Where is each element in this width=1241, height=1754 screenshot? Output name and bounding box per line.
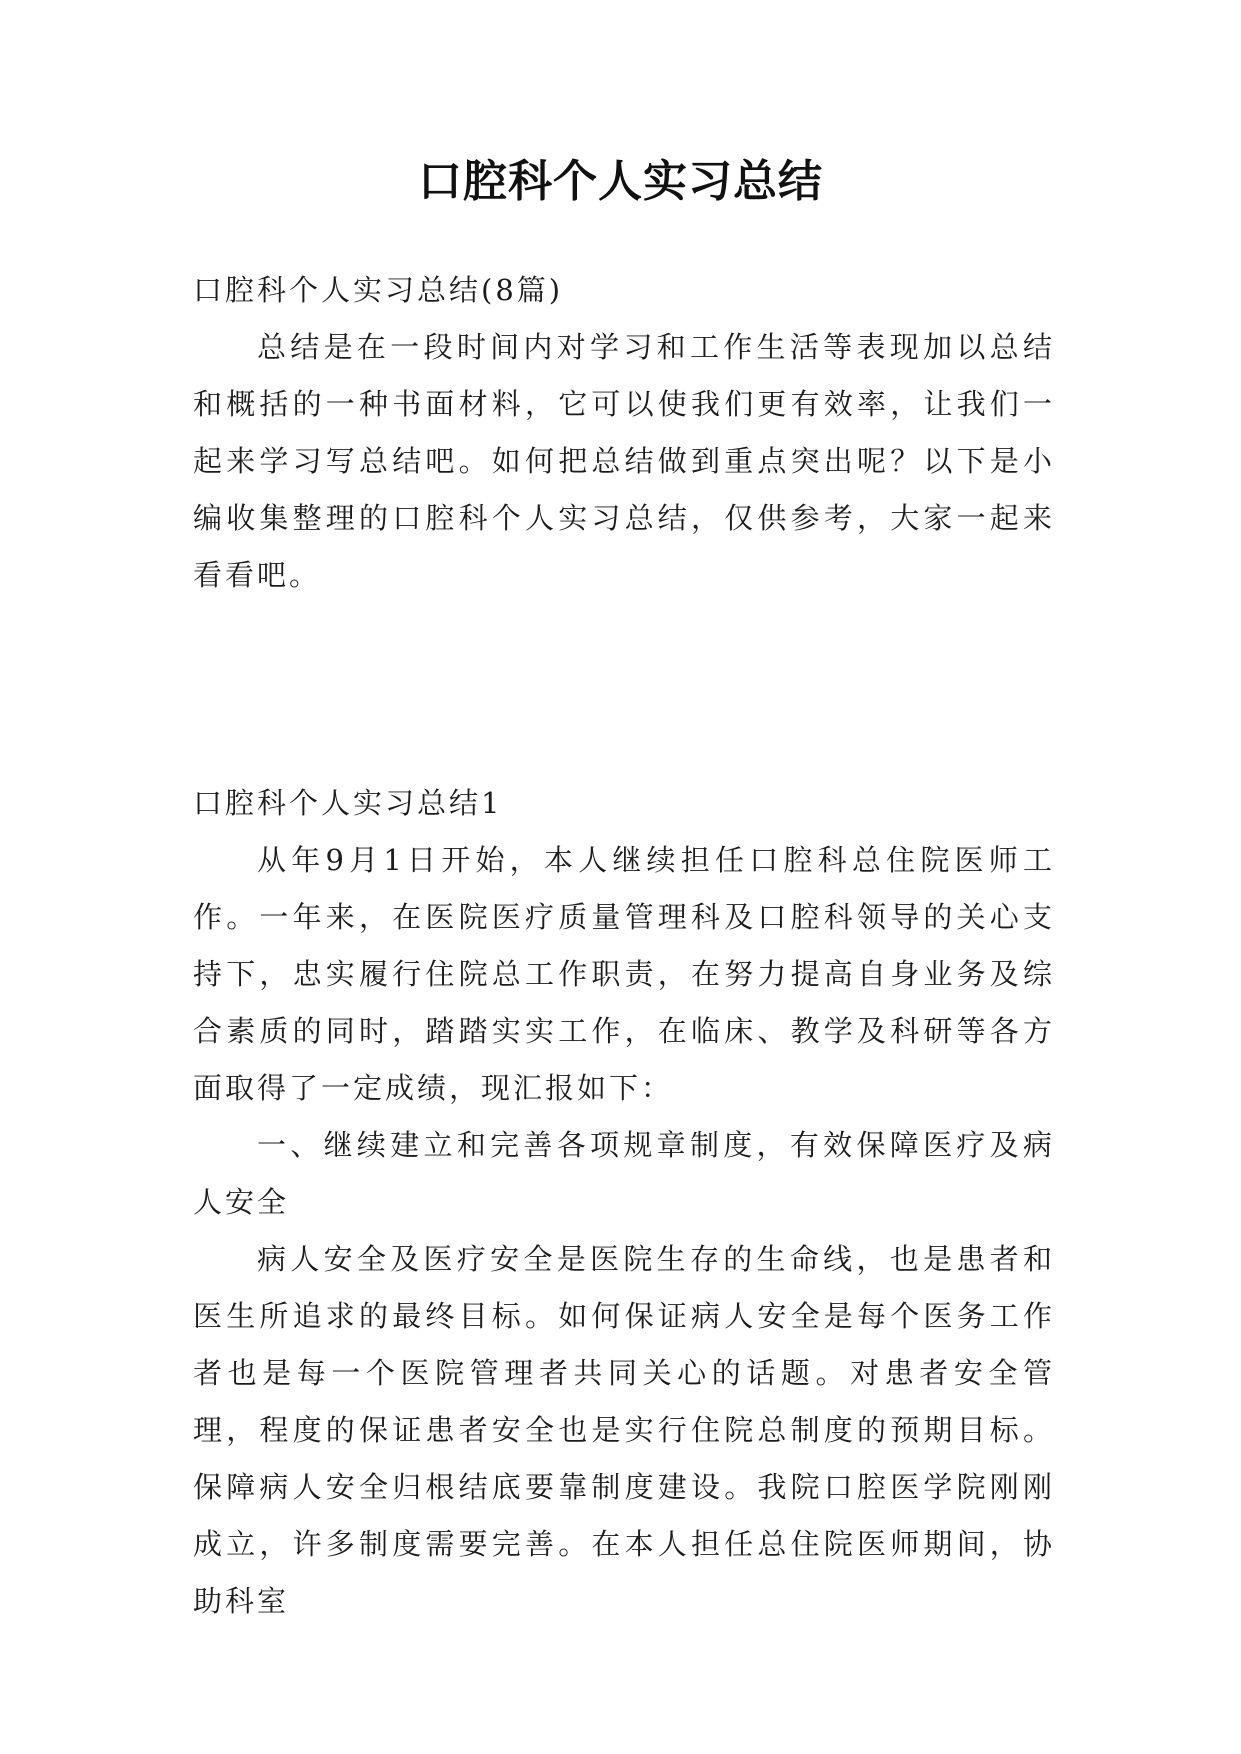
document-body: [193, 262, 1055, 1630]
body-paragraph: 病人安全及医疗安全是医院生存的生命线，也是患者和医生所追求的最终目标。如何保证病人安全是每个医务工作者也是每一个医院管理者共同关心的话题。对患者安全管理，程度的保证患者安全也是实行住院总制度的预期目标。保障病人安全归根结底要靠制度建设。我院口腔医学院刚刚成立，许多制度需要完善。在本人担任总住院医师期间，协助科室: [193, 1242, 1055, 1618]
section-heading: 口腔科个人实习总结1: [193, 786, 503, 820]
document-title: 口腔科个人实习总结: [418, 156, 823, 207]
section-gap: [193, 604, 1055, 775]
body-paragraph: 从年9月1日开始，本人继续担任口腔科总住院医师工作。一年来，在医院医疗质量管理科及口腔科领导的关心支持下，忠实履行住院总工作职责，在努力提高自身业务及综合素质的同时，踏踏实实工作，在临床、教学及科研等各方面取得了一定成绩，现汇报如下：: [193, 843, 1055, 1105]
subsection-heading: 一、继续建立和完善各项规章制度，有效保障医疗及病人安全: [193, 1128, 1055, 1219]
document-subtitle: 口腔科个人实习总结(8篇): [193, 273, 564, 307]
intro-paragraph: 总结是在一段时间内对学习和工作生活等表现加以总结和概括的一种书面材料，它可以使我们更有效率，让我们一起来学习写总结吧。如何把总结做到重点突出呢？以下是小编收集整理的口腔科个人实习总结，仅供参考，大家一起来看看吧。: [193, 330, 1055, 592]
